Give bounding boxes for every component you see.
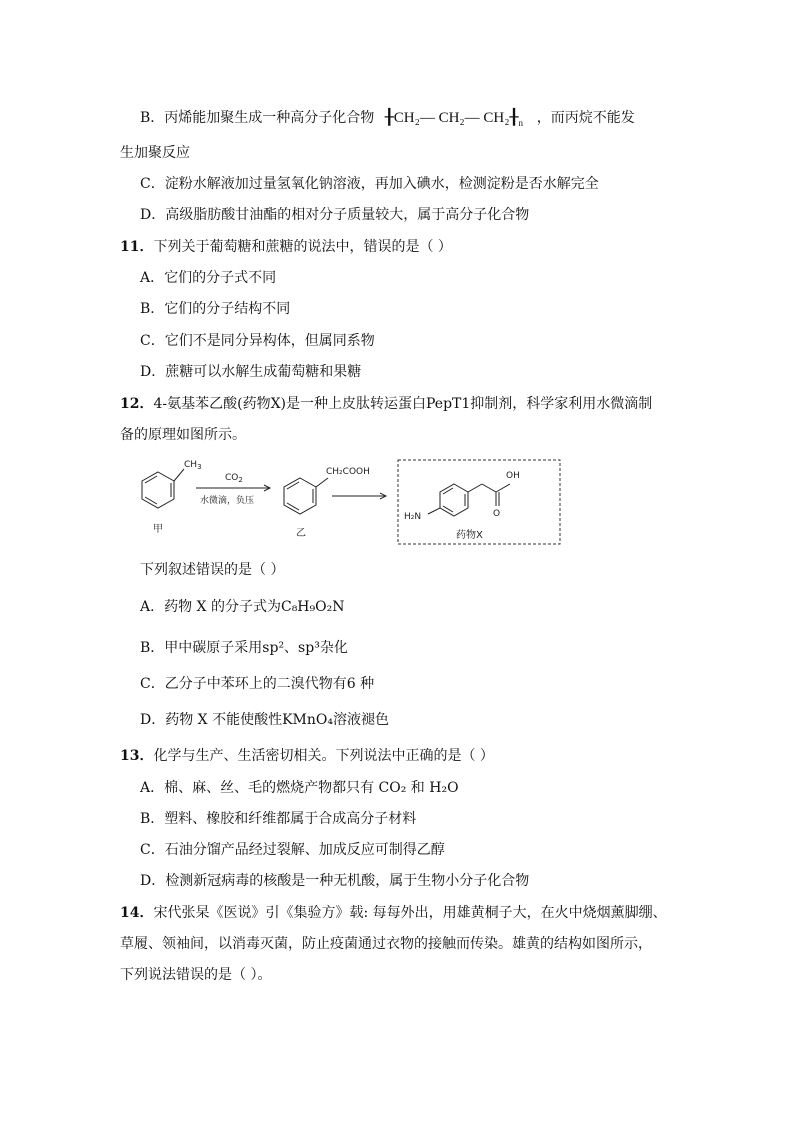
- q14-number: 14．: [120, 905, 154, 921]
- polymer-n: n: [518, 118, 524, 128]
- q13-option-b: B．塑料、橡胶和纤维都属于合成高分子材料: [140, 811, 417, 827]
- q14-stem: [120, 903, 667, 923]
- q11-option-b: B．它们的分子结构不同: [140, 301, 291, 317]
- q11-stem-text: 下列关于葡萄糖和蔗糖的说法中，错误的是（ ）: [153, 239, 452, 255]
- o-label: O: [493, 509, 501, 519]
- q10-option-d: D．高级脂肪酸甘油酯的相对分子质量较大，属于高分子化合物: [140, 207, 530, 223]
- q11-option-d: D．蔗糖可以水解生成葡萄糖和果糖: [140, 364, 362, 380]
- h2n-label: H₂N: [404, 512, 422, 522]
- q14-stem-line2: 草履、领袖间，以消毒灭菌，防止疫菌通过衣物的接触而传染。雄黄的结构如图所示，: [120, 936, 652, 952]
- q12-option-d-suffix: 溶液褪色: [333, 712, 389, 728]
- q12-option-c: C．乙分子中苯环上的二溴代物有6 种: [140, 676, 375, 692]
- q13-option-d: D．检测新冠病毒的核酸是一种无机酸，属于生物小分子化合物: [140, 873, 530, 889]
- q12-option-a-formula: C₈H₉O₂N: [280, 599, 345, 615]
- label-drug-x: 药物X: [456, 530, 483, 541]
- bracket-left: ╂: [384, 110, 394, 126]
- q12-number: 12．: [120, 396, 154, 412]
- reaction-scheme-figure: [120, 456, 564, 548]
- reaction-arrow-1: [196, 485, 270, 491]
- q12-option-a: [140, 597, 344, 617]
- q12-option-d-prefix: D．药物 X 不能使酸性: [140, 712, 283, 728]
- q12-option-b-hybrid: sp²、sp³: [262, 640, 320, 656]
- q10-polymer-formula: [385, 110, 527, 126]
- q14-stem-text: 宋代张杲《医说》引《集验方》载: 每每外出，用雄黄桐子大，在火中烧烟薰脚绷、: [153, 905, 667, 921]
- q13-option-c: C．石油分馏产品经过裂解、加成反应可制得乙醇: [140, 842, 445, 858]
- q13-stem-text: 化学与生产、生活密切相关。下列说法中正确的是（ ）: [153, 748, 494, 764]
- q12-stem-text: 4-氨基苯乙酸(药物X)是一种上皮肽转运蛋白PepT1抑制剂，科学家利用水微滴制: [153, 396, 653, 412]
- q10-option-b-suffix: ，而丙烷不能发: [536, 110, 635, 126]
- q12-stem: [120, 394, 652, 414]
- q10-option-b-prefix: B．丙烯能加聚生成一种高分子化合物: [140, 110, 375, 126]
- q12-stem-cont: 备的原理如图所示。: [120, 427, 246, 443]
- q11-number: 11．: [120, 239, 154, 255]
- q12-option-b-suffix: 杂化: [319, 640, 348, 656]
- q12-lead: 下列叙述错误的是（ ）: [140, 562, 285, 578]
- reaction-arrow-2: [332, 493, 386, 499]
- label-jia: 甲: [153, 524, 163, 535]
- q14-stem-line3: 下列说法错误的是（ ）。: [120, 967, 272, 983]
- polymer-repeat-unit: CH₂— CH₂— CH₂: [393, 110, 510, 126]
- co2-label: $CO_2$: [225, 473, 243, 484]
- toluene-structure: [142, 469, 184, 508]
- q11-option-a: A．它们的分子式不同: [140, 270, 277, 286]
- q10-option-c: C．淀粉水解液加过量氢氧化钠溶液，再加入碘水，检测淀粉是否水解完全: [140, 176, 599, 192]
- q12-option-b: [140, 638, 348, 658]
- conditions-label: 水微滴，负压: [200, 496, 255, 506]
- q12-option-b-prefix: B．甲中碳原子采用: [140, 640, 263, 656]
- q12-option-a-prefix: A．药物 X 的分子式为: [140, 599, 281, 615]
- q11-stem: [120, 237, 452, 257]
- q13-number: 13．: [120, 748, 154, 764]
- q13-stem: [120, 746, 494, 766]
- q12-option-d-formula: KMnO₄: [282, 712, 333, 728]
- q13-option-a: A．棉、麻、丝、毛的燃烧产物都只有 CO₂ 和 H₂O: [140, 780, 459, 796]
- ch2cooh-label: CH₂COOH: [326, 467, 370, 477]
- q10-option-b-cont: 生加聚反应: [120, 145, 190, 161]
- q11-option-c: C．它们不是同分异构体，但属同系物: [140, 333, 375, 349]
- ch3-label: $CH_3$: [184, 460, 202, 471]
- q10-option-b: [140, 108, 635, 128]
- bracket-right: ╂: [509, 110, 519, 126]
- label-yi: 乙: [296, 528, 306, 539]
- oh-label: OH: [506, 471, 520, 481]
- q12-option-d: [140, 710, 389, 730]
- phenylacetic-acid-structure: [284, 478, 328, 514]
